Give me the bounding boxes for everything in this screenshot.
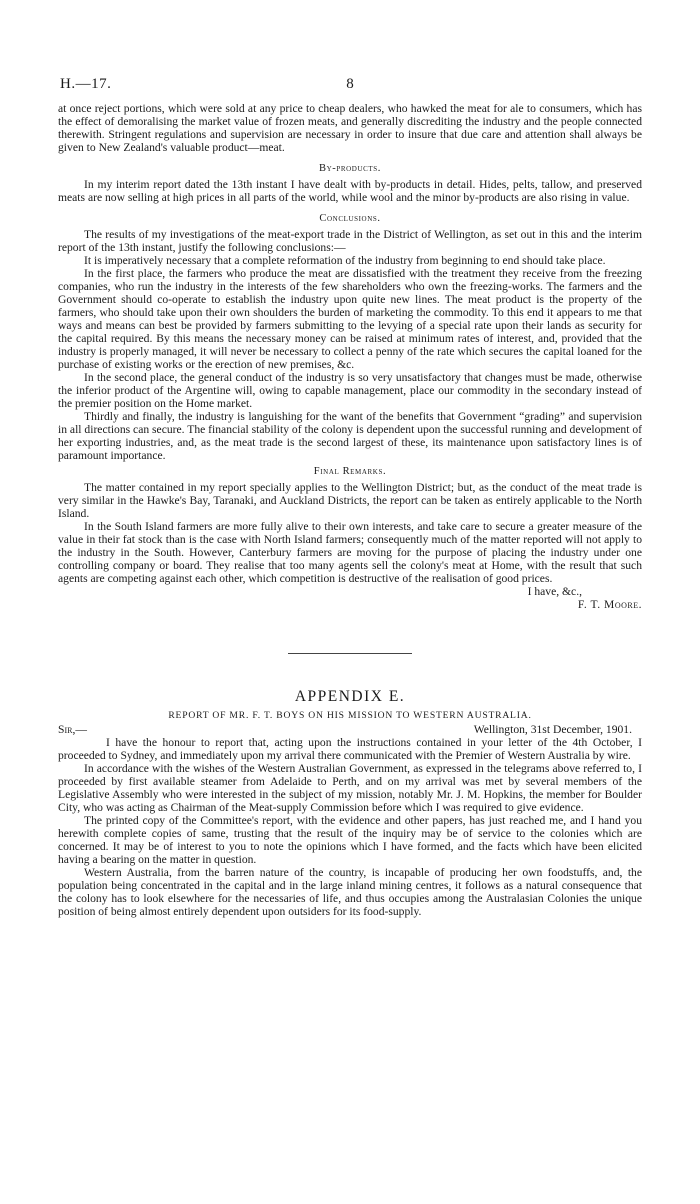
conclusions-paragraph-5: Thirdly and finally, the industry is languishing for the want of the benefits that Government “grading” and supervision in all directions can secure. The financial stability of the colony is dependent upon the successful running and development of her exporting industries, and, as the meat trade is the second largest of these, its maintenance upon satisfactory lines is of paramount importance. [58, 410, 642, 462]
appendix-paragraph-1: I have the honour to report that, acting upon the instructions contained in your letter of the 4th October, I proceeded to Sydney, and immediately upon my arrival there communicated with the Premier of Western Australia by wire. [58, 736, 642, 762]
salutation-line [58, 723, 642, 736]
section-heading-conclusions: Conclusions. [319, 213, 381, 224]
conclusions-paragraph-1: The results of my investigations of the meat-export trade in the District of Wellington, as set out in this and the interim report of the 13th instant, justify the following conclusions:— [58, 228, 642, 254]
appendix-paragraph-4: Western Australia, from the barren nature of the country, is incapable of producing her own foodstuffs, and, the population being concentrated in the capital and in the large inland mining centres, it follows as a natural consequence that the colony has to look elsewhere for the necessaries of life, and thus occupies among the Australasian Colonies the unique position of being almost entirely dependent upon outsiders for its food-supply. [58, 866, 642, 918]
paragraph-continued: at once reject portions, which were sold at any price to cheap dealers, who hawked the meat for ale to consumers, which has the effect of demoralising the market value of frozen meats, and generally discrediting the industry and the people connected therewith. Stringent regulations and supervision are necessary in order to insure that due care and attention shall always be given to New Zealand's valuable product—meat. [58, 102, 642, 154]
conclusions-paragraph-3: In the first place, the farmers who produce the meat are dissatisfied with the treatment they receive from the freezing companies, who run the industry in the interests of the few shareholders who own the freezing-works. The farmers and the Government should co-operate to establish the industry upon quite new lines. The meat product is the property of the farmers, who should take upon their own shoulders the burden of marketing the commodity. To this end it appears to me that ways and means can best be provided by farmers submitting to the levying of a special rate upon their lands as security for the capital required. By this means the necessary money can be raised at minimum rates of interest, and, provided that the industry is properly managed, it will never be necessary to collect a penny of the rate which secures the capital loaned for the purchase of existing works or the erection of new premises, &c. [58, 267, 642, 371]
appendix-paragraph-2: In accordance with the wishes of the Western Australian Government, as expressed in the telegrams above referred to, I proceeded by first available steamer from Adelaide to Perth, and on my arrival was met by several members of the Legislative Assembly who were interested in the subject of my mission, notably Mr. J. M. Hopkins, the member for Boulder City, who was acting as Chairman of the Meat-supply Commission before which I was required to give evidence. [58, 762, 642, 814]
document-code: H.—17. [60, 76, 112, 92]
appendix-paragraph-3: The printed copy of the Committee's report, with the evidence and other papers, has just reached me, and I hand you herewith complete copies of same, trusting that the result of the inquiry may be of service to the colonies which are concerned. It may be of interest to you to note the opinions which I have formed, and the facts which have been elicited having a bearing on the matter in question. [58, 814, 642, 866]
final-remarks-paragraph-2: In the South Island farmers are more fully alive to their own interests, and take care to secure a greater measure of the value in their fat stock than is the case with North Island farmers; consequently much of the matter reported will not apply to the industry in the South. However, Canterbury farmers are moving for the purpose of placing the industry under one controlling company or board. They realise that too many agents sell the colony's meat at Home, with the result that such agents are competing against each other, which competition is destructive of the realisation of good prices. [58, 520, 642, 585]
conclusions-paragraph-2: It is imperatively necessary that a complete reformation of the industry from beginning to end should take place. [84, 254, 606, 267]
appendix-title: APPENDIX E. [294, 688, 406, 705]
final-remarks-paragraph-1: The matter contained in my report specially applies to the Wellington District; but, as the conduct of the meat trade is very similar in the Hawke's Bay, Taranaki, and Auckland Districts, the report can be taken as entirely applicable to the North Island. [58, 481, 642, 520]
document-page [58, 72, 642, 918]
closing-line: I have, &c., [527, 585, 582, 598]
date-line: Wellington, 31st December, 1901. [473, 723, 632, 736]
conclusions-paragraph-4: In the second place, the general conduct of the industry is so very unsatisfactory that changes must be made, otherwise the inferior product of the Argentine will, owing to capable management, place our commodity in the secondary instead of the premier position on the Home market. [58, 371, 642, 410]
section-heading-final-remarks: Final Remarks. [313, 466, 387, 477]
section-divider [288, 653, 412, 654]
page-header [58, 72, 642, 98]
section-heading-byproducts: By-products. [319, 163, 381, 174]
byproducts-paragraph: In my interim report dated the 13th instant I have dealt with by-products in detail. Hides, pelts, tallow, and preserved meats are now selling at high prices in all parts of the world, while wool and the minor by-products are also rising in value. [58, 178, 642, 204]
page-number: 8 [346, 76, 354, 92]
report-title: REPORT OF MR. F. T. BOYS ON HIS MISSION TO WESTERN AUSTRALIA. [168, 710, 532, 721]
signature: F. T. Moore. [577, 598, 642, 611]
salutation: Sir,— [58, 723, 87, 736]
